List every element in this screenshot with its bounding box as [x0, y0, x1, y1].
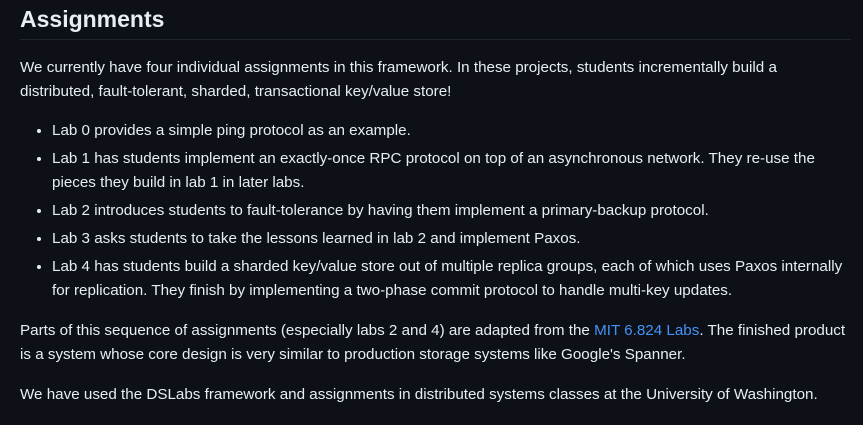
origins-paragraph: [20, 319, 849, 367]
closing-paragraph: We have used the DSLabs framework and assignments in distributed systems classes at the University of Washington.: [20, 386, 818, 403]
origins-text-after: . The finished product is a system whose core design is very similar to production storage systems like Google's Spanner.: [20, 322, 846, 363]
list-item-lab-3: • Lab 3 asks students to take the lessons learned in lab 2 and implement Paxos.: [52, 227, 849, 251]
section-heading: Assignments: [20, 0, 851, 40]
labs-list: [20, 119, 849, 303]
list-item-lab-4: • Lab 4 has students build a sharded key/value store out of multiple replica groups, each of which uses Paxos internally for replication. They finish by implementing a two-phase commit protocol to handle multi-key updates.: [52, 255, 849, 303]
origins-text-before: Parts of this sequence of assignments (especially labs 2 and 4) are adapted from the: [20, 322, 595, 339]
list-item-lab-2: • Lab 2 introduces students to fault-tolerance by having them implement a primary-backup protocol.: [52, 199, 849, 223]
intro-paragraph: We currently have four individual assignments in this framework. In these projects, students incrementally build a distributed, fault-tolerant, sharded, transactional key/value store!: [20, 59, 777, 100]
list-item-lab-1: • Lab 1 has students implement an exactly-once RPC protocol on top of an asynchronous network. They re-use the pieces they build in lab 1 in later labs.: [52, 147, 849, 195]
list-item-lab-0: • Lab 0 provides a simple ping protocol as an example.: [52, 119, 849, 143]
mit-labs-link[interactable]: MIT 6.824 Labs: [594, 322, 700, 339]
